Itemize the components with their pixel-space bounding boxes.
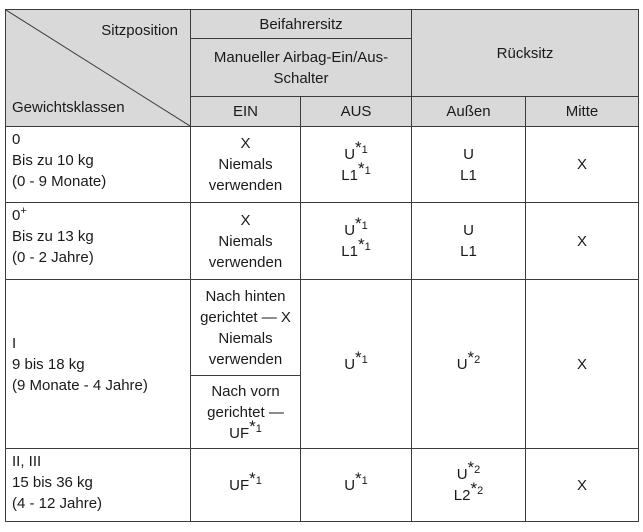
table-row bbox=[6, 280, 639, 376]
ein-value: verwenden bbox=[208, 253, 283, 271]
aus-cell bbox=[301, 280, 412, 449]
aussen-cell bbox=[412, 203, 526, 280]
gewichtsklassen-label: Gewichtsklassen bbox=[12, 99, 125, 116]
ein-cell bbox=[191, 203, 301, 280]
weight-range: 9 bis 18 kg bbox=[12, 355, 85, 373]
weight-class-cell bbox=[6, 203, 191, 280]
ein-value: Nach hinten bbox=[205, 287, 286, 305]
ein-value: Niemals bbox=[218, 156, 273, 173]
ein-header: EIN bbox=[191, 97, 301, 127]
age-range: (9 Monate - 4 Jahre) bbox=[12, 376, 148, 394]
weight-class-cell bbox=[6, 449, 191, 522]
aussen-value: U bbox=[463, 222, 474, 239]
ein-cell bbox=[191, 449, 301, 522]
aussen-header: Außen bbox=[412, 97, 526, 127]
ein-value: gerichtet — bbox=[207, 403, 284, 421]
table-row bbox=[6, 127, 639, 203]
ein-value: X bbox=[240, 135, 251, 152]
aus-value: $U^{*1}$ bbox=[344, 137, 368, 163]
ein-value: Nach vorn bbox=[211, 382, 280, 400]
weight-range: 15 bis 36 kg bbox=[12, 474, 93, 491]
weight-class-cell bbox=[6, 127, 191, 203]
ein-value: verwenden bbox=[208, 177, 283, 194]
mitte-cell: X bbox=[526, 203, 639, 280]
aussen-value: L1 bbox=[460, 166, 477, 184]
aus-value: $U^{*1}$ bbox=[344, 347, 368, 373]
weight-class: II, III bbox=[12, 453, 42, 470]
age-range: (4 - 12 Jahre) bbox=[12, 495, 103, 512]
ein-value: verwenden bbox=[208, 350, 283, 368]
mitte-header: Mitte bbox=[526, 97, 639, 127]
weight-class: 0 bbox=[12, 131, 21, 148]
aussen-value: $U^{*2}$ bbox=[456, 347, 481, 373]
weight-class-cell bbox=[6, 280, 191, 449]
aus-cell bbox=[301, 127, 412, 203]
ruecksitz-header: Rücksitz bbox=[412, 10, 639, 97]
ein-forward-facing-cell bbox=[191, 376, 301, 449]
table-row bbox=[6, 449, 639, 522]
ein-rear-facing-cell bbox=[191, 280, 301, 376]
mitte-cell: X bbox=[526, 280, 639, 449]
weight-class: I bbox=[12, 334, 17, 352]
aus-value: L1$^{*1}$ bbox=[341, 158, 371, 184]
weight-class: 0+ bbox=[12, 205, 27, 224]
aus-header: AUS bbox=[301, 97, 412, 127]
aus-value: $U^{*1}$ bbox=[344, 214, 368, 239]
mitte-cell: X bbox=[526, 449, 639, 522]
aussen-cell bbox=[412, 280, 526, 449]
aussen-value: L1 bbox=[460, 243, 477, 260]
aussen-value: U bbox=[463, 145, 474, 163]
header-corner-cell bbox=[6, 10, 191, 127]
age-range: (0 - 9 Monate) bbox=[12, 173, 107, 190]
aus-cell bbox=[301, 203, 412, 280]
aus-value: $U^{*1}$ bbox=[344, 468, 368, 494]
ein-value: gerichtet — X bbox=[200, 308, 291, 326]
ein-value: Niemals bbox=[218, 232, 273, 250]
airbag-switch-line2: Schalter bbox=[273, 69, 329, 87]
ein-value: UF$^{*1}$ bbox=[229, 468, 262, 494]
child-seat-table bbox=[5, 9, 639, 522]
airbag-switch-header bbox=[191, 39, 412, 97]
weight-range: Bis zu 13 kg bbox=[12, 228, 94, 245]
weight-range: Bis zu 10 kg bbox=[12, 152, 94, 169]
aus-cell bbox=[301, 449, 412, 522]
aussen-value: L2$^{*2}$ bbox=[453, 479, 484, 504]
aussen-value: $U^{*2}$ bbox=[456, 458, 481, 483]
age-range: (0 - 2 Jahre) bbox=[12, 249, 94, 266]
aussen-cell bbox=[412, 449, 526, 522]
airbag-switch-line1: Manueller Airbag-Ein/Aus- bbox=[213, 48, 389, 66]
mitte-cell: X bbox=[526, 127, 639, 203]
ein-cell bbox=[191, 127, 301, 203]
ein-value: X bbox=[240, 211, 251, 229]
sitzposition-label: Sitzposition bbox=[101, 22, 178, 39]
table-row bbox=[6, 203, 639, 280]
ein-value: UF$^{*1}$ bbox=[229, 416, 262, 442]
ein-value: Niemals bbox=[218, 329, 273, 347]
beifahrersitz-header: Beifahrersitz bbox=[191, 10, 412, 39]
aussen-cell bbox=[412, 127, 526, 203]
aus-value: L1$^{*1}$ bbox=[341, 235, 371, 260]
